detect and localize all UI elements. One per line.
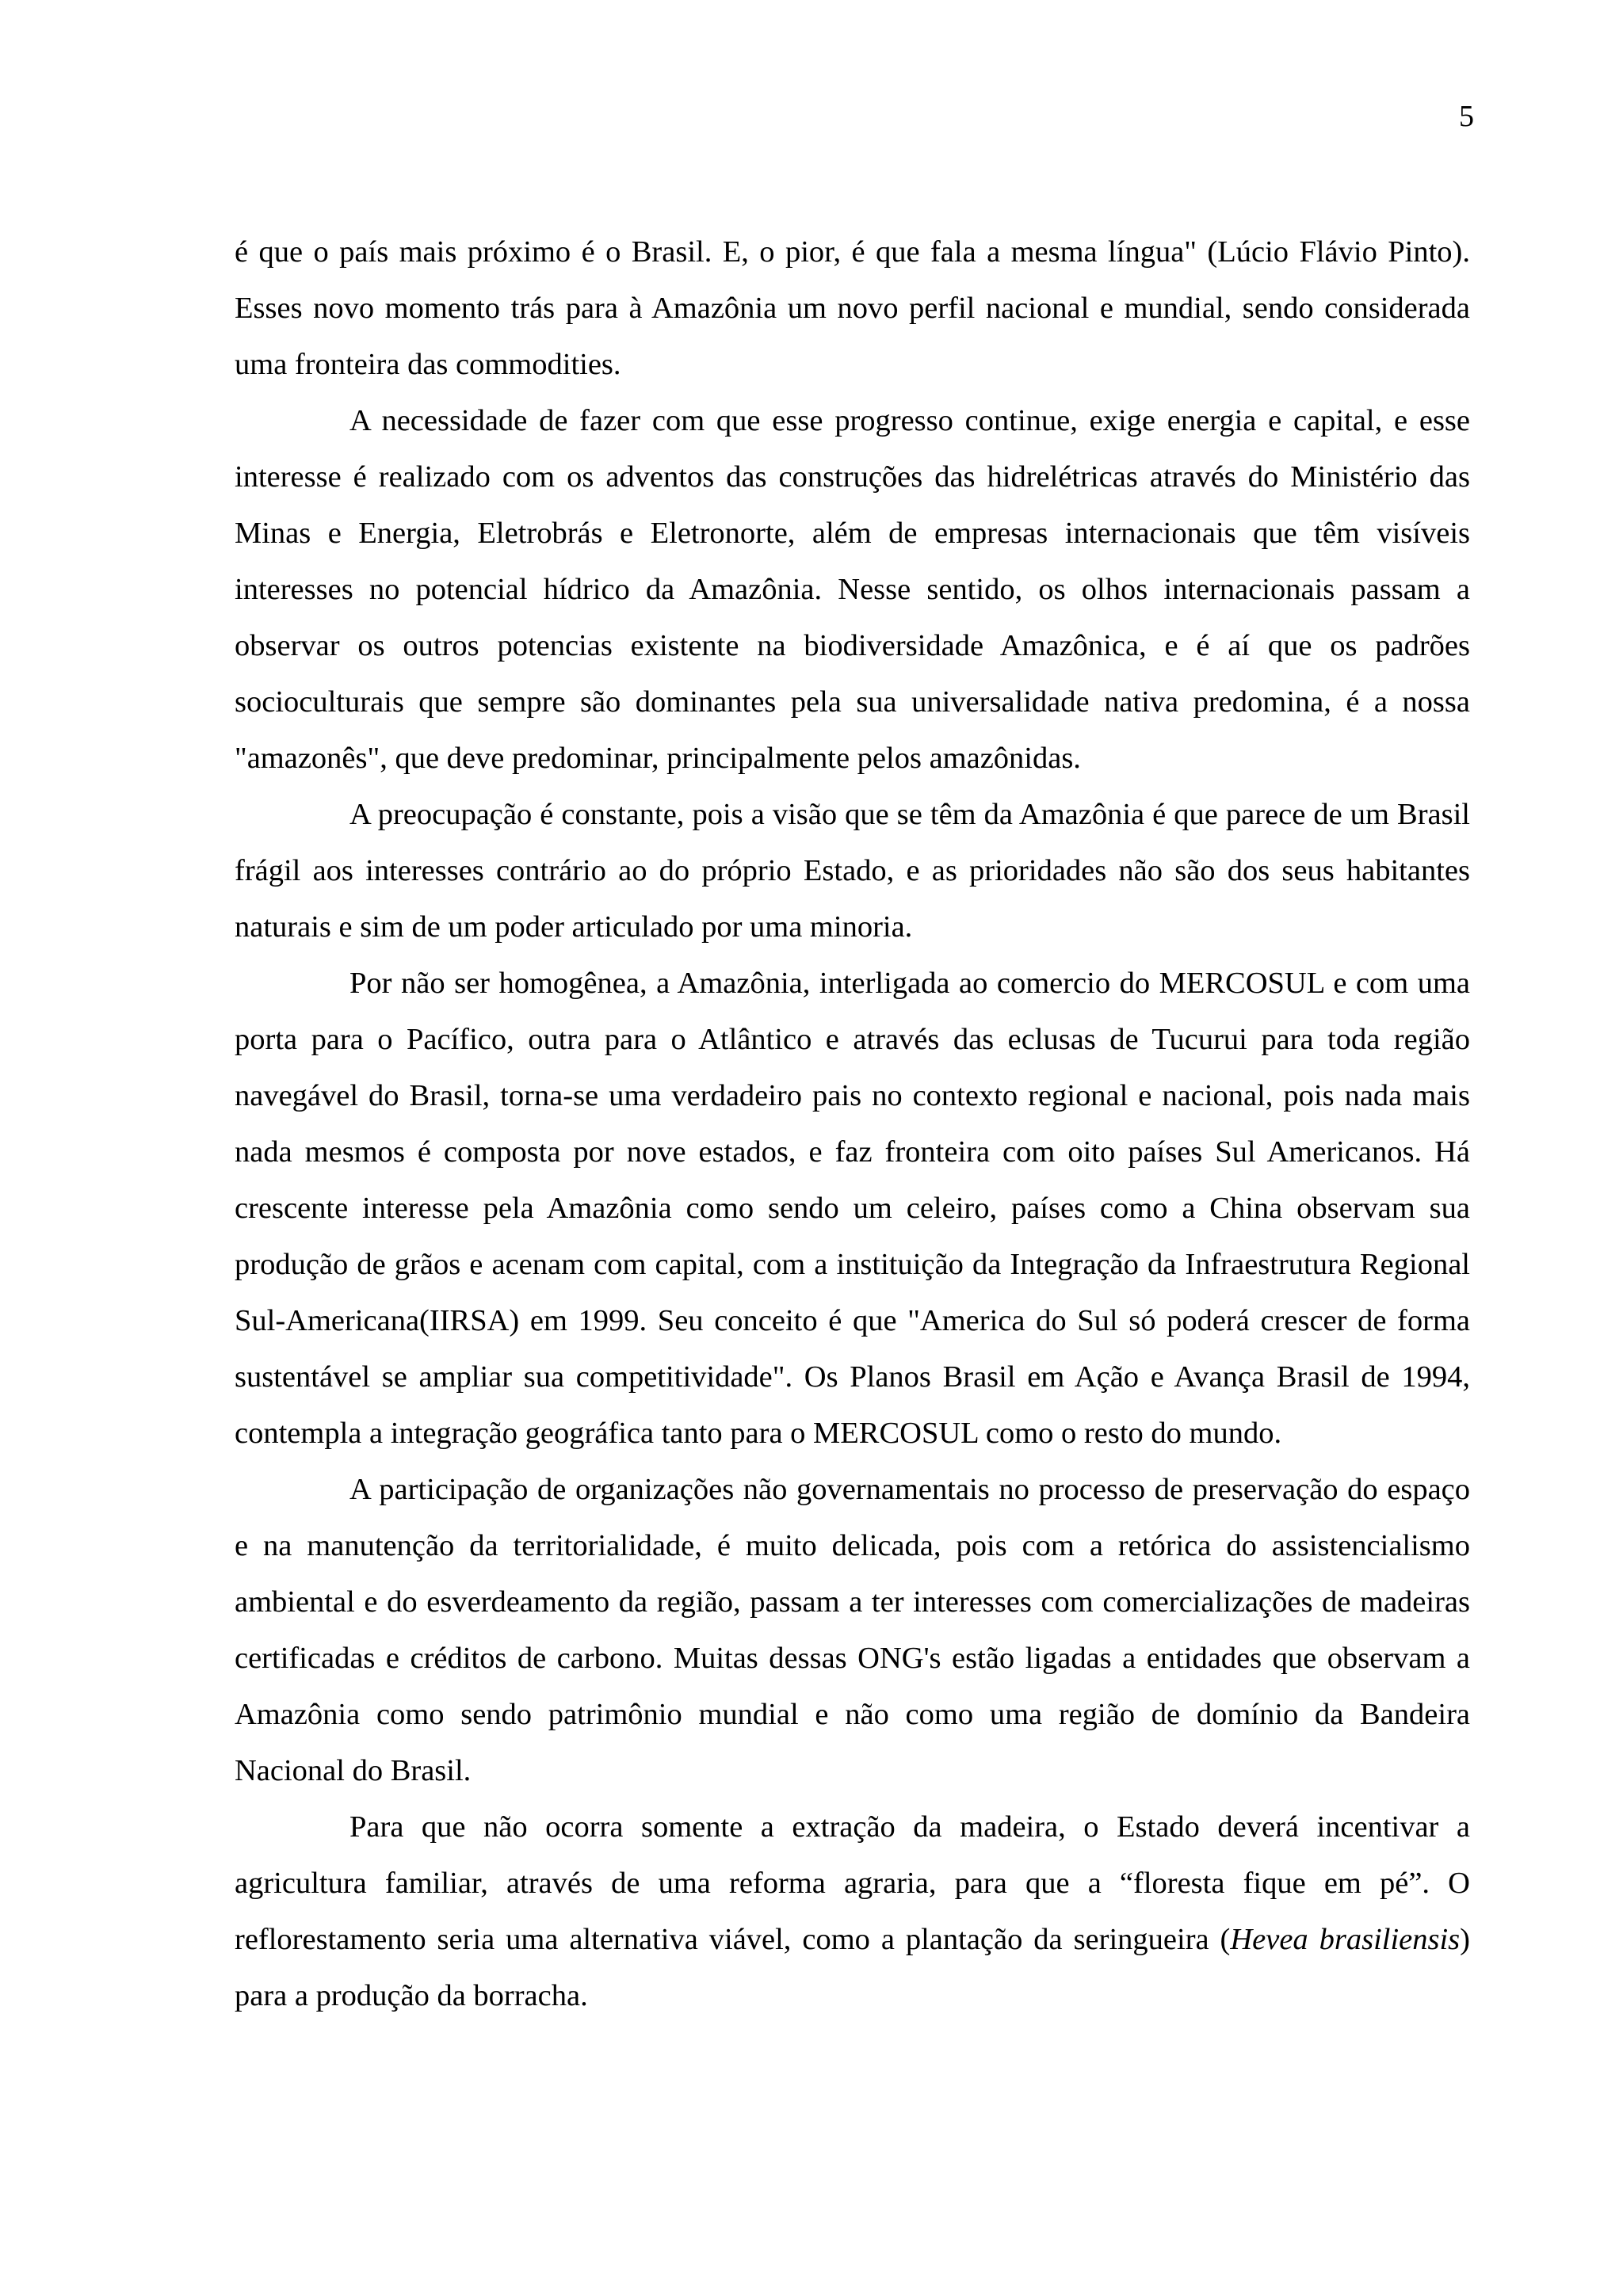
page-number: 5 [1459,100,1474,133]
paragraph-6-text-after: ) para a produção da borracha. [235,1923,1470,2012]
paragraph-6-text-before: Para que não ocorra somente a extração da madeira, o Estado deverá incentivar a agricultura familiar, através de uma reforma agraria, para que a “floresta fique em pé”. O reflorestamento seria uma alternativa viável, como a plantação da seringueira ( [235,1810,1470,1956]
paragraph-1: é que o país mais próximo é o Brasil. E, o pior, é que fala a mesma língua" (Lúcio Flávio Pinto). Esses novo momento trás para à Amazônia um novo perfil nacional e mundial, sendo considerada uma fronteira das commodities. [235,235,1470,381]
species-name-italic: Hevea brasiliensis [1230,1923,1461,1956]
paragraph-5: A participação de organizações não governamentais no processo de preservação do espaço e na manutenção da territorialidade, é muito delicada, pois com a retórica do assistencialismo ambiental e do esverdeamento da região, passam a ter interesses com comercializações de madeiras certificadas e créditos de carbono. Muitas dessas ONG's estão ligadas a entidades que observam a Amazônia como sendo patrimônio mundial e não como uma região de domínio da Bandeira Nacional do Brasil. [235,1473,1470,1787]
document-body [235,224,1470,2024]
paragraph-6 [235,1799,1470,2024]
paragraph-2: A necessidade de fazer com que esse progresso continue, exige energia e capital, e esse interesse é realizado com os adventos das construções das hidrelétricas através do Ministério das Minas e Energia, Eletrobrás e Eletronorte, além de empresas internacionais que têm visíveis interesses no potencial hídrico da Amazônia. Nesse sentido, os olhos internacionais passam a observar os outros potencias existente na biodiversidade Amazônica, e é aí que os padrões socioculturais que sempre são dominantes pela sua universalidade nativa predomina, é a nossa "amazonês", que deve predominar, principalmente pelos amazônidas. [235,404,1470,775]
paragraph-3: A preocupação é constante, pois a visão que se têm da Amazônia é que parece de um Brasil frágil aos interesses contrário ao do próprio Estado, e as prioridades não são dos seus habitantes naturais e sim de um poder articulado por uma minoria. [235,798,1470,944]
paragraph-4: Por não ser homogênea, a Amazônia, interligada ao comercio do MERCOSUL e com uma porta para o Pacífico, outra para o Atlântico e através das eclusas de Tucurui para toda região navegável do Brasil, torna-se uma verdadeiro pais no contexto regional e nacional, pois nada mais nada mesmos é composta por nove estados, e faz fronteira com oito países Sul Americanos. Há crescente interesse pela Amazônia como sendo um celeiro, países como a China observam sua produção de grãos e acenam com capital, com a instituição da Integração da Infraestrutura Regional Sul-Americana(IIRSA) em 1999. Seu conceito é que "America do Sul só poderá crescer de forma sustentável se ampliar sua competitividade". Os Planos Brasil em Ação e Avança Brasil de 1994, contempla a integração geográfica tanto para o MERCOSUL como o resto do mundo. [235,967,1470,1450]
